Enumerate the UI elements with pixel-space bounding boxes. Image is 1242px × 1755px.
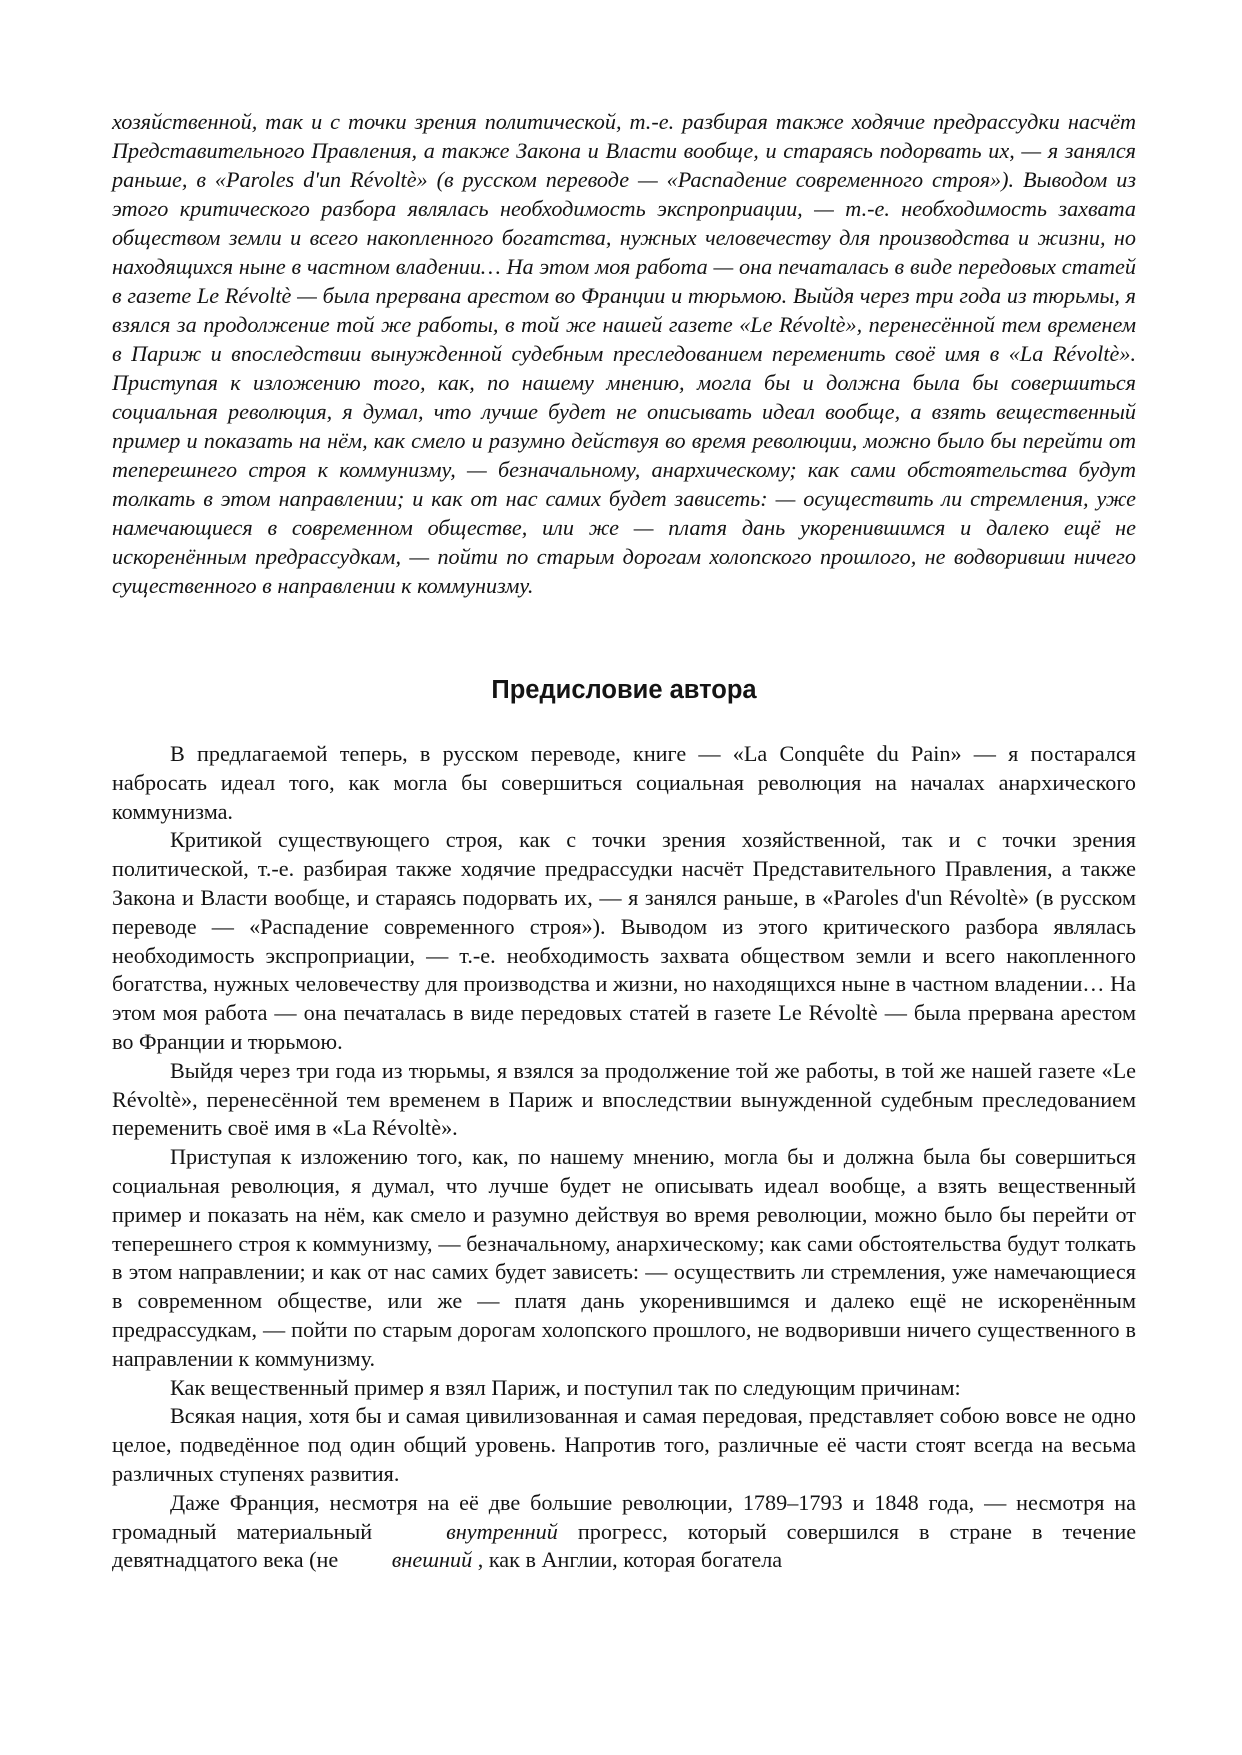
paragraph: Выйдя через три года из тюрьмы, я взялся за продолжение той же работы, в той же нашей газете «Le Révoltè», перенесённой тем временем в Париж и впоследствии вынужденной судебным преследованием переменить своё имя в «La Révoltè». [112,1057,1136,1141]
paragraph: Как вещественный пример я взял Париж, и поступил так по следующим причинам: [170,1374,961,1400]
paragraph-text: Даже Франция, несмотря на её две большие революции, 1789–1793 и 1848 года, — несмотря на громадный материальный [112,1489,1136,1544]
emphasis-word: внутренний [446,1518,558,1544]
paragraph: Приступая к изложению того, как, по нашему мнению, могла бы и должна была бы совершиться социальная революция, я думал, что лучше будет не описывать идеал вообще, а взять вещественный пример и показать на нём, как смело и разумно действуя во время революции, можно было бы перейти от теперешнего строя к коммунизму, — безначальному, анархическому; как сами обстоятельства будут толкать в этом направлении; и как от нас самих будет зависеть: — осуществить ли стремления, уже намечающиеся в современном обществе, или же — платя дань укоренившимся и далеко ещё не искоренённым предрассудкам, — пойти по старым дорогам холопского прошлого, не водворивши ничего существенного в направлении к коммунизму. [112,1144,1136,1371]
section-heading: Предисловие автора [491,676,757,704]
paragraph: Критикой существующего строя, как с точки зрения хозяйственной, так и с точки зрения политической, т.-е. разбирая также ходячие предрассудки насчёт Представительного Правления, а также Закона и Власти вообще, и стараясь подорвать их, — я занялся раньше, в «Paroles d'un Révoltè» (в русском переводе — «Распадение современного строя»). Выводом из этого критического разбора являлась необходимость экспроприации, — т.-е. необходимость захвата обществом земли и всего накопленного богатства, нужных человечеству для производства и жизни, но находящихся ныне в частном владении… На этом моя работа — она печаталась в виде передовых статей в газете Le Révoltè — была прервана арестом во Франции и тюрьмою. [112,827,1136,1054]
paragraph-text: , как в Англии, которая богатела [477,1547,783,1573]
paragraph: В предлагаемой теперь, в русском переводе, книге — «La Conquête du Pain» — я постарался набросать идеал того, как могла бы совершиться социальная революция на началах анархического коммунизма. [112,741,1136,824]
preface-body [112,740,1136,1575]
epigraph-text: хозяйственной, так и с точки зрения политической, т.-е. разбирая также ходячие предрассудки насчёт Представительного Правления, а также Закона и Власти вообще, и стараясь подорвать их, — я занялся раньше, в «Paroles d'un Révoltè» (в русском переводе — «Распадение современного строя»). Выводом из этого критического разбора являлась необходимость экспроприации, — т.-е. необходимость захвата обществом земли и всего накопленного богатства, нужных человечеству для производства и жизни, но находящихся ныне в частном владении… На этом моя работа — она печаталась в виде передовых статей в газете Le Révoltè — была прервана арестом во Франции и тюрьмою. Выйдя через три года из тюрьмы, я взялся за продолжение той же работы, в той же нашей газете «Le Révoltè», перенесённой тем временем в Париж и впоследствии вынужденной судебным преследованием переменить своё имя в «La Révoltè». Приступая к изложению того, как, по нашему мнению, могла бы и должна была бы совершиться социальная революция, я думал, что лучше будет не описывать идеал вообще, а взять вещественный пример и показать на нём, как смело и разумно действуя во время революции, можно было бы перейти от теперешнего строя к коммунизму, — безначальному, анархическому; как сами обстоятельства будут толкать в этом направлении; и как от нас самих будет зависеть: — осуществить ли стремления, уже намечающиеся в современном обществе, или же — платя дань укоренившимся и далеко ещё не искоренённым предрассудкам, — пойти по старым дорогам холопского прошлого, не водворивши ничего существенного в направлении к коммунизму. [112,109,1136,598]
paragraph: Всякая нация, хотя бы и самая цивилизованная и самая передовая, представляет собою вовсе не одно целое, подведённое под один общий уровень. Напротив того, различные её части стоят всегда на весьма различных ступенях развития. [112,1403,1136,1486]
paragraph-last [112,1489,1136,1575]
emphasis-word: внешний [391,1547,473,1573]
paragraph-text: прогресс, который совершился в стране в течение девятнадцатого века (не [112,1518,1137,1573]
